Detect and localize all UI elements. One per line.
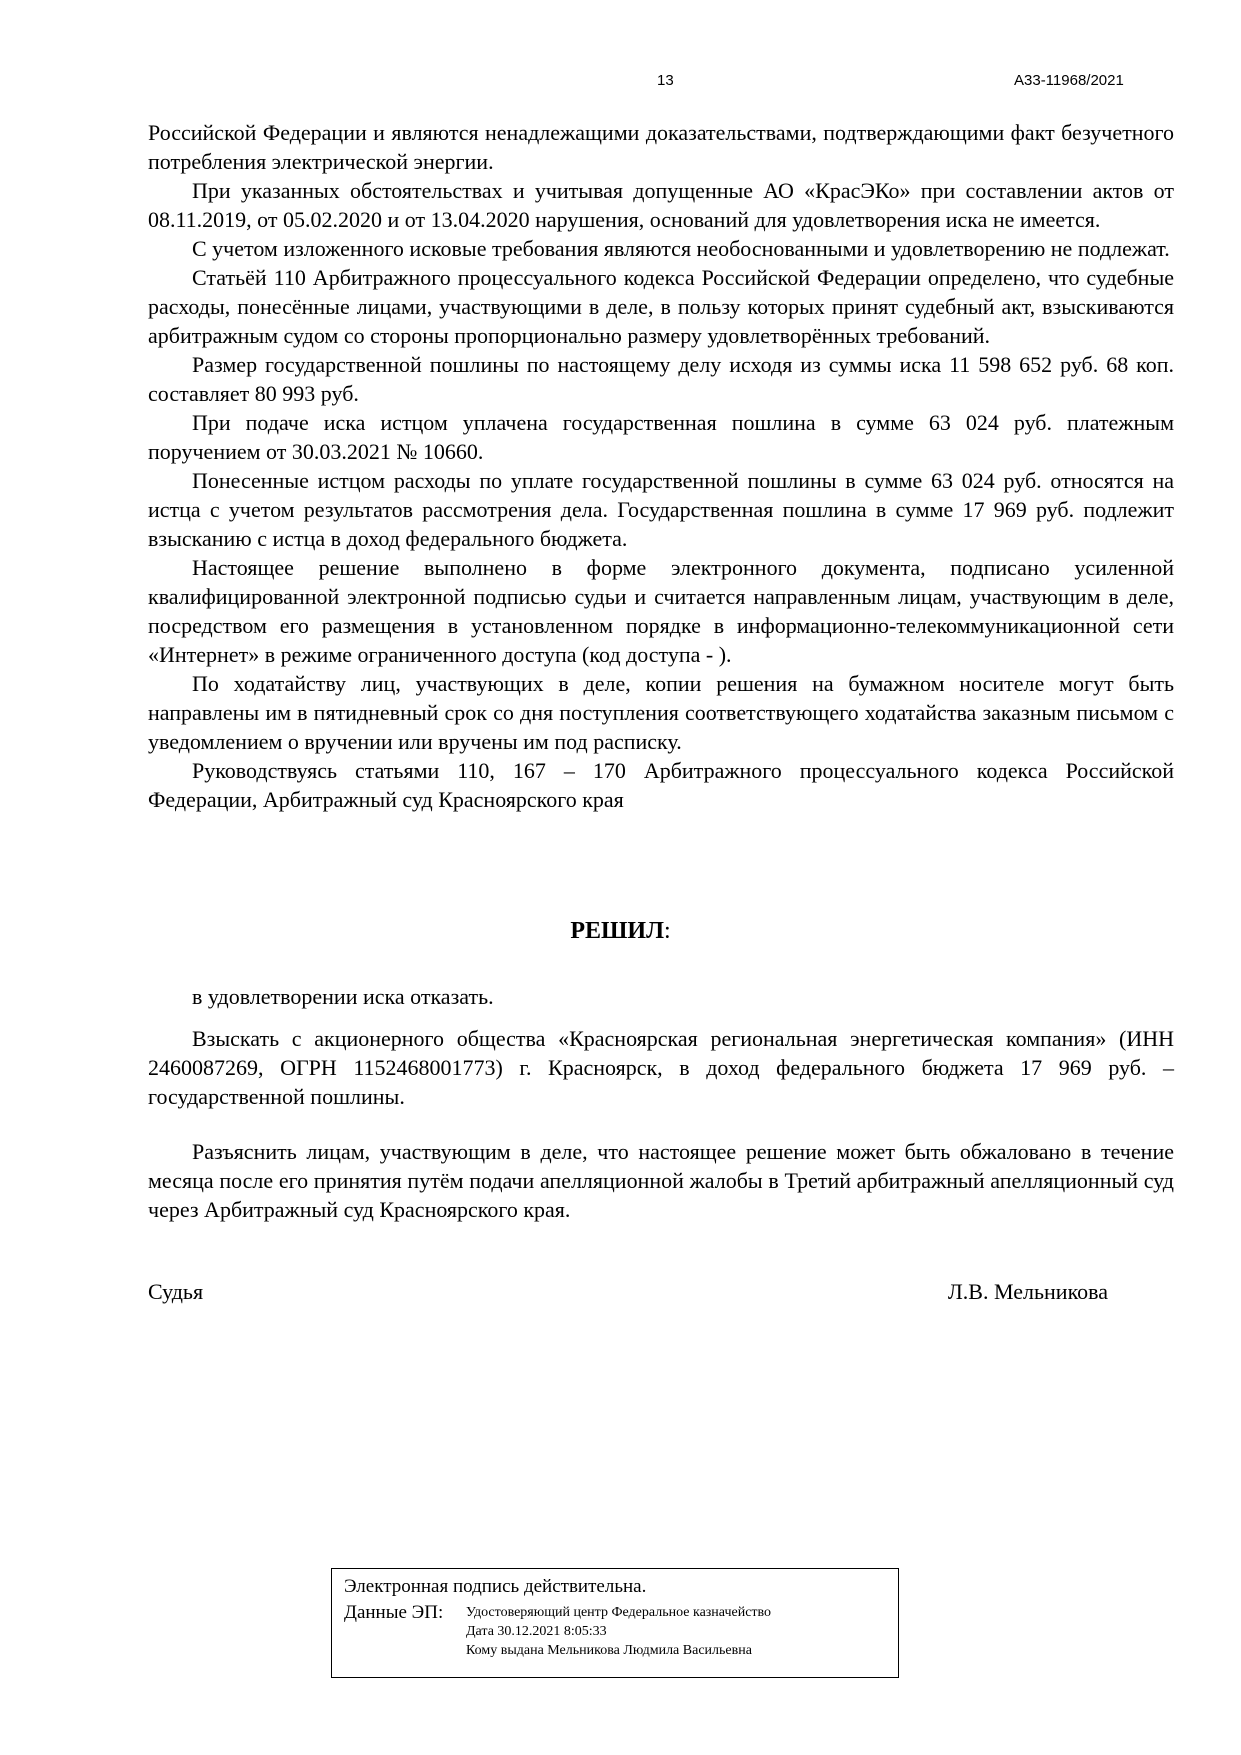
document-body [148, 118, 1174, 814]
e-signature-box [331, 1568, 899, 1678]
paragraph: С учетом изложенного исковые требования являются необоснованными и удовлетворению не подлежат. [192, 236, 1170, 261]
paragraph: Разъяснить лицам, участвующим в деле, что настоящее решение может быть обжаловано в течение месяца после его принятия путём подачи апелляционной жалобы в Третий арбитражный апелляционный суд через Арбитражный суд Красноярского края. [148, 1139, 1174, 1222]
e-signature-title: Электронная подпись действительна. [344, 1576, 647, 1597]
e-signature-details [344, 1603, 886, 1660]
signature-role: Судья [148, 1279, 204, 1304]
decision-heading [0, 918, 1241, 945]
paragraph: Понесенные истцом расходы по уплате государственной пошлины в сумме 63 024 руб. относятся на истца с учетом результатов рассмотрения дела. Государственная пошлина в сумме 17 969 руб. подлежит взысканию с истца в доход федерального бюджета. [148, 468, 1174, 551]
case-number: А33-11968/2021 [1014, 72, 1124, 89]
e-signature-owner: Кому выдана Мельникова Людмила Васильевна [466, 1643, 752, 1658]
paragraph: Размер государственной пошлины по настоящему делу исходя из суммы иска 11 598 652 руб. 68 коп. составляет 80 993 руб. [148, 352, 1174, 406]
resolution-3 [148, 1137, 1174, 1224]
paragraph: По ходатайству лиц, участвующих в деле, копии решения на бумажном носителе могут быть направлены им в пятидневный срок со дня поступления соответствующего ходатайства заказным письмом с уведомлением о вручении или вручены им под расписку. [148, 671, 1174, 754]
e-signature-lines [466, 1603, 771, 1660]
paragraph: При подаче иска истцом уплачена государственная пошлина в сумме 63 024 руб. платежным поручением от 30.03.2021 № 10660. [148, 410, 1174, 464]
paragraph: Взыскать с акционерного общества «Красноярская региональная энергетическая компания» (ИНН 2460087269, ОГРН 1152468001773) г. Красноярск, в доход федерального бюджета 17 969 руб. – государственной пошлины. [148, 1026, 1174, 1109]
paragraph: в удовлетворении иска отказать. [192, 984, 494, 1009]
e-signature-date: Дата 30.12.2021 8:05:33 [466, 1624, 607, 1639]
paragraph: Российской Федерации и являются ненадлежащими доказательствами, подтверждающими факт безучетного потребления электрической энергии. [148, 120, 1174, 174]
decision-heading-text: РЕШИЛ [570, 918, 664, 944]
page-number: 13 [657, 72, 674, 89]
signature-name: Л.В. Мельникова [947, 1279, 1108, 1304]
resolution-2 [148, 1024, 1174, 1111]
paragraph: Настоящее решение выполнено в форме электронного документа, подписано усиленной квалифицированной электронной подписью судьи и считается направленным лицам, участвующим в деле, посредством его размещения в установленном порядке в информационно-телекоммуникационной сети «Интернет» в режиме ограниченного доступа (код доступа - ). [148, 555, 1174, 667]
paragraph: Статьёй 110 Арбитражного процессуального кодекса Российской Федерации определено, что судебные расходы, понесённые лицами, участвующими в деле, в пользу которых принят судебный акт, взыскиваются арбитражным судом со стороны пропорционально размеру удовлетворённых требований. [148, 265, 1174, 348]
resolution-1 [148, 982, 1174, 1011]
e-signature-authority: Удостоверяющий центр Федеральное казначейство [466, 1605, 772, 1620]
decision-heading-colon: : [663, 918, 671, 944]
paragraph: При указанных обстоятельствах и учитывая допущенные АО «КрасЭКо» при составлении актов от 08.11.2019, от 05.02.2020 и от 13.04.2020 нарушения, оснований для удовлетворения иска не имеется. [148, 178, 1174, 232]
paragraph: Руководствуясь статьями 110, 167 – 170 Арбитражного процессуального кодекса Российской Федерации, Арбитражный суд Красноярского края [148, 758, 1174, 812]
e-signature-label: Данные ЭП: [344, 1602, 444, 1623]
